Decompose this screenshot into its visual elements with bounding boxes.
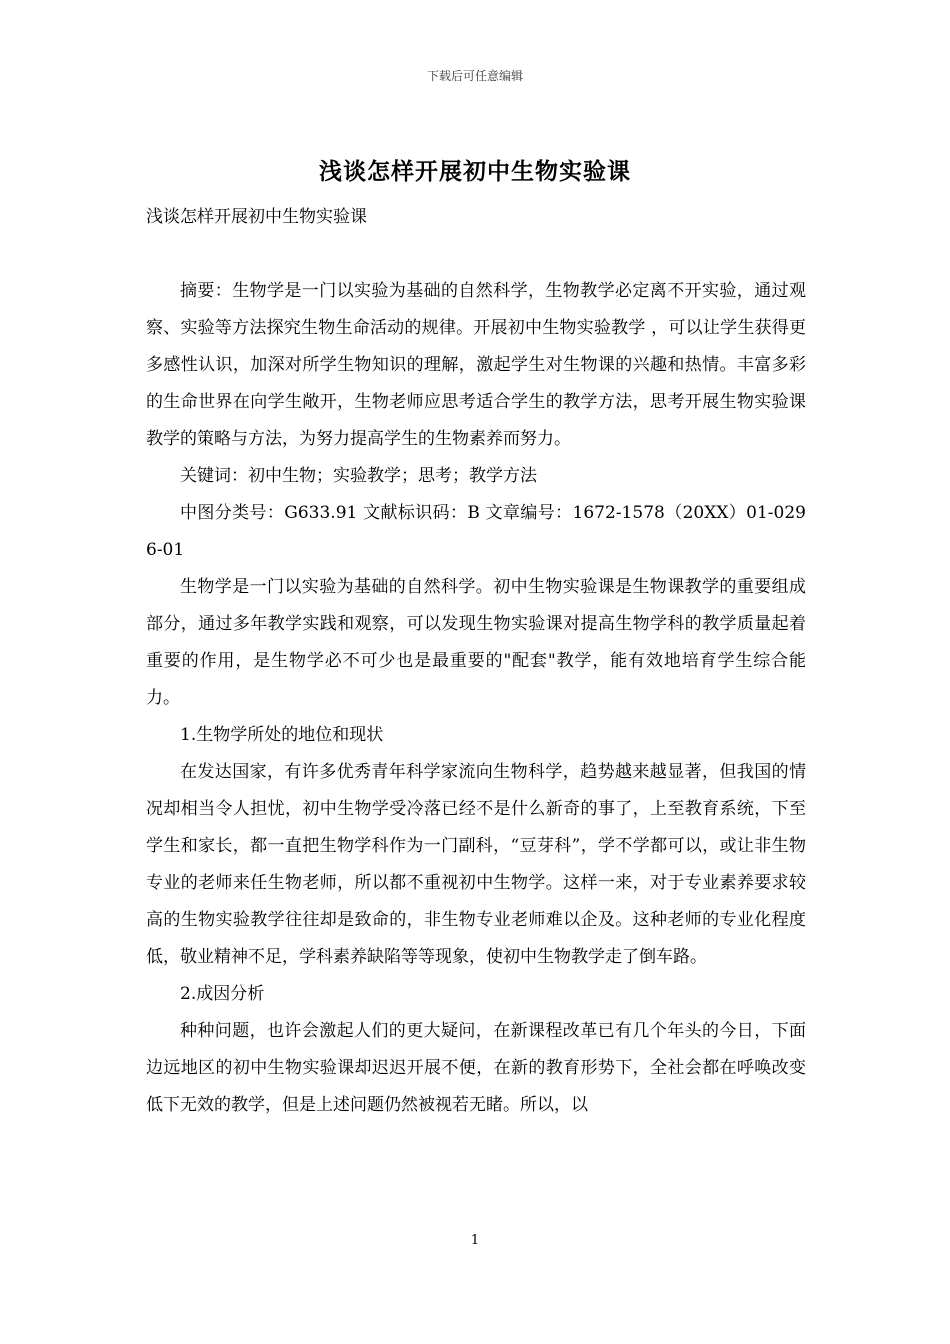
- document-subtitle: 浅谈怎样开展初中生物实验课: [146, 207, 367, 227]
- section-heading-1: 1.生物学所处的地位和现状: [180, 725, 384, 745]
- page-number: 1: [470, 1233, 480, 1248]
- section-1-paragraph: 在发达国家，有许多优秀青年科学家流向生物科学，趋势越来越显著，但我国的情况却相当令人担忧，初中生物学受冷落已经不是什么新奇的事了，上至教育系统，下至学生和家长，都一直把生物学科作为一门副科，“豆芽科”，学不学都可以，或让非生物专业的老师来任生物老师，所以都不重视初中生物学。这样一来，对于专业素养要求较高的生物实验教学往往却是致命的，非生物专业老师难以企及。这种老师的专业化程度低，敬业精神不足，学科素养缺陷等等现象，使初中生物教学走了倒车路。: [146, 762, 806, 967]
- document-title: 浅谈怎样开展初中生物实验课: [319, 158, 631, 185]
- keywords-paragraph: 关键词：初中生物；实验教学；思考；教学方法: [180, 466, 537, 486]
- document-body: [146, 273, 806, 1124]
- section-2-paragraph: 种种问题，也许会激起人们的更大疑问，在新课程改革已有几个年头的今日，下面边远地区的初中生物实验课却迟迟开展不便，在新的教育形势下，全社会都在呼唤改变低下无效的教学，但是上述问题仍然被视若无睹。所以，以: [146, 1021, 806, 1115]
- classification-paragraph: 中图分类号：G633.91 文献标识码：B 文章编号：1672-1578（20XX）01-0296-01: [146, 503, 806, 560]
- intro-paragraph: 生物学是一门以实验为基础的自然科学。初中生物实验课是生物课教学的重要组成部分，通过多年教学实践和观察，可以发现生物实验课对提高生物学科的教学质量起着重要的作用，是生物学必不可少也是最重要的"配套"教学，能有效地培育学生综合能力。: [146, 577, 806, 708]
- page-header-note: 下载后可任意编辑: [426, 69, 523, 83]
- section-heading-2: 2.成因分析: [180, 984, 265, 1004]
- abstract-paragraph: 摘要：生物学是一门以实验为基础的自然科学，生物教学必定离不开实验，通过观察、实验等方法探究生物生命活动的规律。开展初中生物实验教学 ，可以让学生获得更多感性认识，加深对所学生物知识的理解，激起学生对生物课的兴趣和热情。丰富多彩的生命世界在向学生敞开，生物老师应思考适合学生的教学方法，思考开展生物实验课教学的策略与方法，为努力提高学生的生物素养而努力。: [146, 281, 806, 449]
